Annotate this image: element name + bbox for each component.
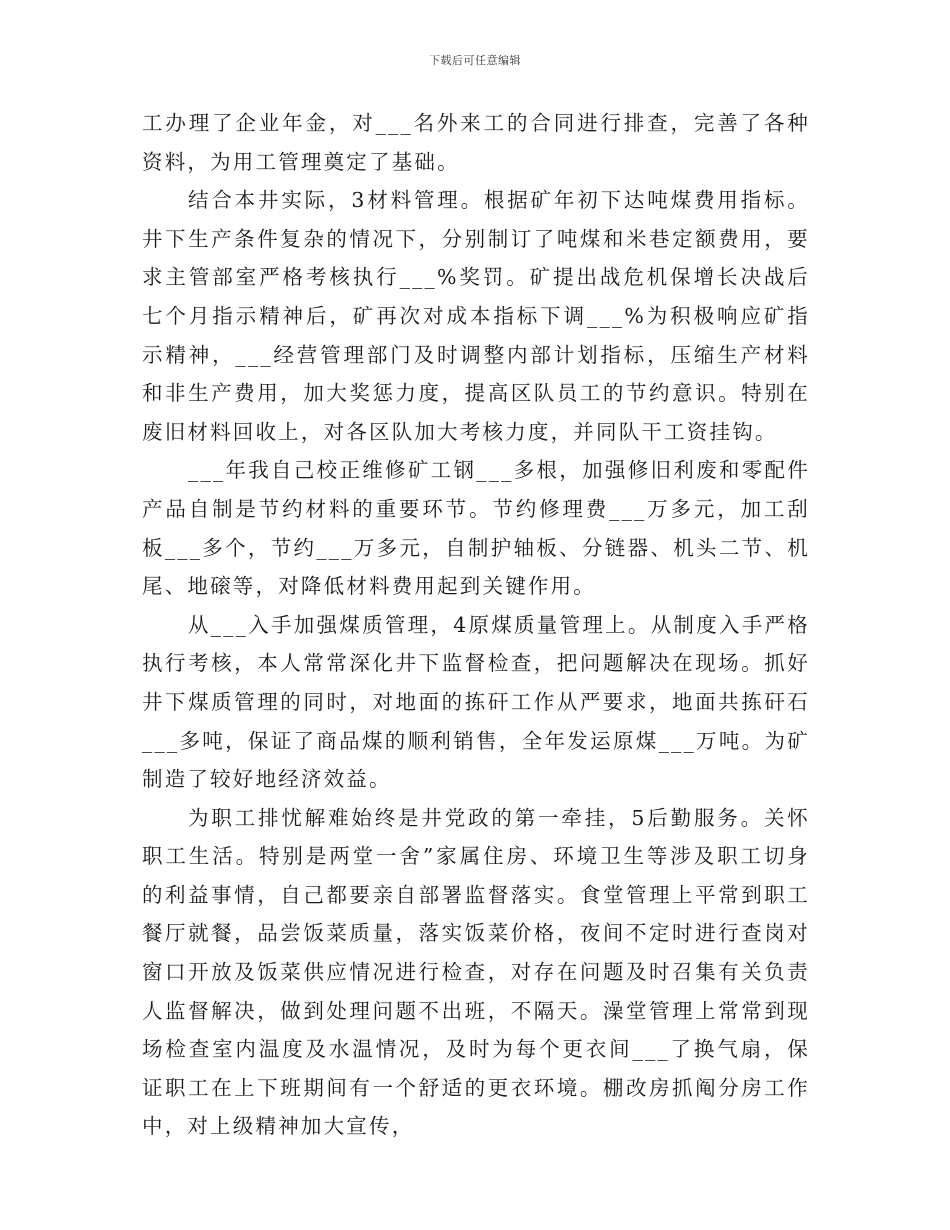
paragraph-4: 从___入手加强煤质管理，4原煤质量管理上。从制度入手严格执行考核，本人常常深化井下监督检查，把问题解决在现场。抓好井下煤质管理的同时，对地面的拣矸工作从严要求，地面共拣矸石___多吨，保证了商品煤的顺利销售，全年发运原煤___万吨。为矿制造了较好地经济效益。 (142, 612, 810, 792)
page-header-note: 下载后可任意编辑 (429, 54, 521, 67)
paragraph-2: 结合本井实际，3材料管理。根据矿年初下达吨煤费用指标。井下生产条件复杂的情况下，分别制订了吨煤和米巷定额费用，要求主管部室严格考核执行___%奖罚。矿提出战危机保增长决战后七个月指示精神后，矿再次对成本指标下调___%为积极响应矿指示精神，___经营管理部门及时调整内部计划指标，压缩生产材料和非生产费用，加大奖惩力度，提高区队员工的节约意识。特别在废旧材料回收上，对各区队加大考核力度，并同队干工资挂钩。 (142, 188, 810, 444)
document-body (142, 104, 810, 1146)
paragraph-1: 工办理了企业年金，对___名外来工的合同进行排查，完善了各种资料，为用工管理奠定了基础。 (142, 111, 810, 174)
paragraph-3: ___年我自己校正维修矿工钢___多根，加强修旧利废和零配件产品自制是节约材料的重要环节。节约修理费___万多元，加工刮板___多个，节约___万多元，自制护轴板、分链器、机头二节、机尾、地磙等，对降低材料费用起到关键作用。 (142, 458, 810, 599)
paragraph-5: 为职工排忧解难始终是井党政的第一牵挂，5后勤服务。关怀职工生活。特别是两堂一舍”家属住房、环境卫生等涉及职工切身的利益事情，自己都要亲自部署监督落实。食堂管理上平常到职工餐厅就餐，品尝饭菜质量，落实饭菜价格，夜间不定时进行查岗对窗口开放及饭菜供应情况进行检查，对存在问题及时召集有关负责人监督解决，做到处理问题不出班，不隔天。澡堂管理上常常到现场检查室内温度及水温情况，及时为每个更衣间___了换气扇，保证职工在上下班期间有一个舒适的更衣环境。棚改房抓阄分房工作中，对上级精神加大宣传， (142, 805, 810, 1139)
